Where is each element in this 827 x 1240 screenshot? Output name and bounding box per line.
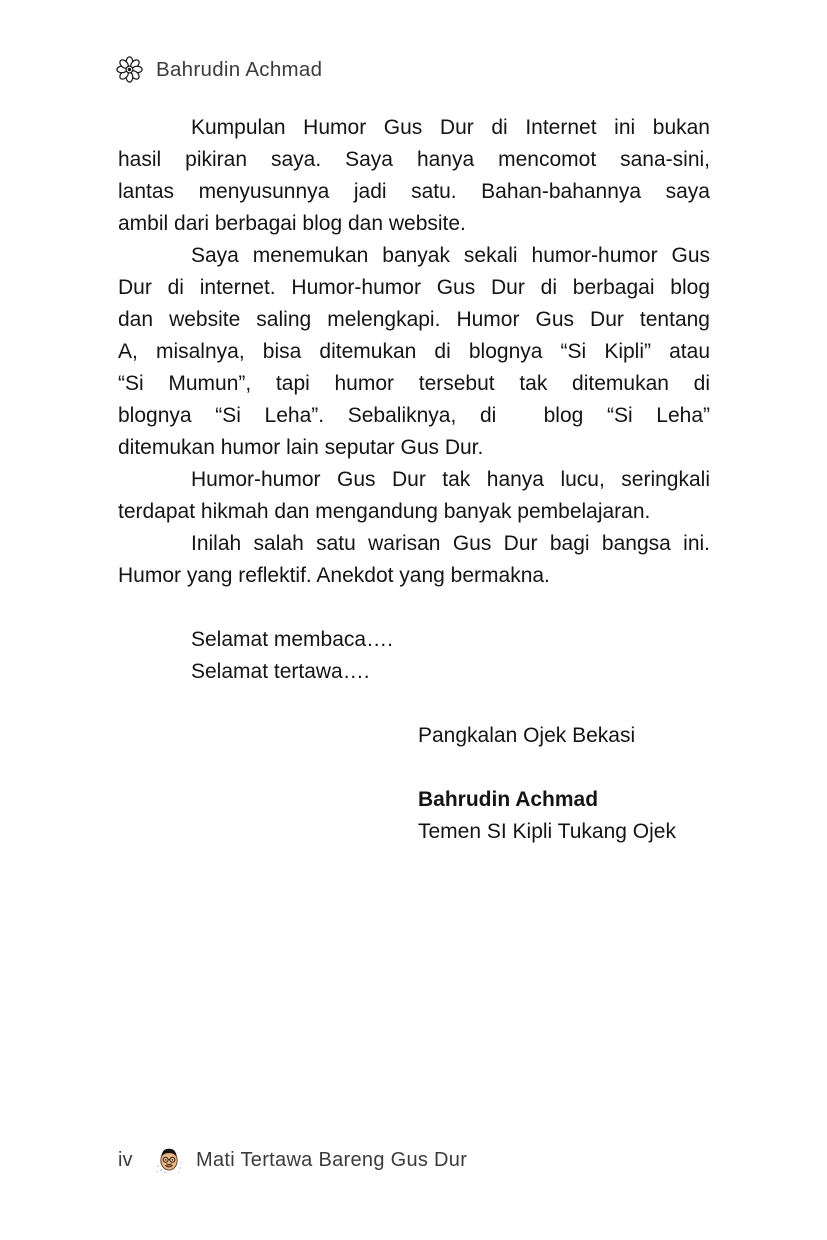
paragraph-line: ditemukan humor lain seputar Gus Dur. [118,436,484,459]
paragraph-line: hasil pikiran saya. Saya hanya mencomot sana-sini, [118,148,710,171]
blank-line [118,688,710,720]
page-number: iv [118,1148,133,1171]
signature-block [418,720,710,848]
closing-line: Selamat membaca…. [191,628,393,651]
paragraph-line: lantas menyusunnya jadi satu. Bahan-bahannya saya [118,180,710,203]
header-author: Bahrudin Achmad [156,57,323,81]
rosette-ornament-icon [116,56,143,83]
closing-lines [118,624,710,688]
paragraph-line: Humor yang reflektif. Anekdot yang bermakna. [118,564,550,587]
paragraph-line: Inilah salah satu warisan Gus Dur bagi bangsa ini. [191,532,710,555]
closing-line: Selamat tertawa…. [191,660,370,683]
paragraph-line: dan website saling melengkapi. Humor Gus Dur tentang [118,308,710,331]
signature-place: Pangkalan Ojek Bekasi [418,724,636,747]
page-footer [118,1144,467,1176]
body-paragraphs [118,112,710,592]
signature-role: Temen SI Kipli Tukang Ojek [418,820,676,843]
footer-book-title: Mati Tertawa Bareng Gus Dur [196,1148,468,1171]
paragraph-line: Humor-humor Gus Dur tak hanya lucu, seringkali [191,468,710,491]
paragraph-line: Kumpulan Humor Gus Dur di Internet ini bukan [191,116,710,139]
paragraph-line: ambil dari berbagai blog dan website. [118,212,466,235]
paragraph-line: A, misalnya, bisa ditemukan di blognya “Si Kipli” atau [118,340,710,363]
paragraph-line: Dur di internet. Humor-humor Gus Dur di berbagai blog [118,276,710,299]
page-header [116,56,322,83]
paragraph-line: terdapat hikmah dan mengandung banyak pembelajaran. [118,500,651,523]
paragraph-line: “Si Mumun”, tapi humor tersebut tak ditemukan di [118,372,710,395]
blank-line [118,592,710,624]
gus-dur-caricature-icon [154,1144,184,1176]
page-text-block [118,112,710,848]
signature-name: Bahrudin Achmad [418,788,599,811]
paragraph-line: blognya “Si Leha”. Sebaliknya, di blog “Si Leha” [118,404,710,427]
paragraph-line: Saya menemukan banyak sekali humor-humor Gus [191,244,710,267]
